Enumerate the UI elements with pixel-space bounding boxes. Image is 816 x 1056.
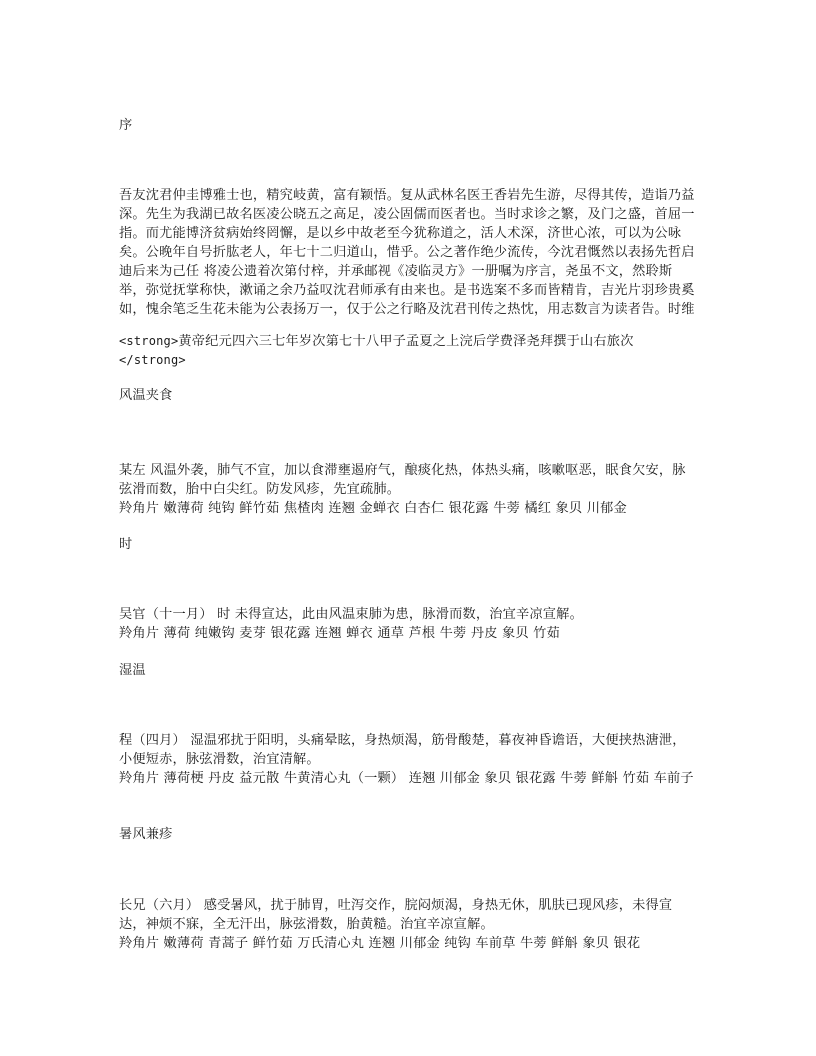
case-prescription: 羚角片 嫩薄荷 青蒿子 鲜竹茹 万氏清心丸 连翘 川郁金 纯钩 车前草 牛蒡 鲜斛 象贝 银花 — [119, 936, 641, 951]
case-record: 程（四月） 湿温邪扰于阳明，头痛晕眩，身热烦渴，筋骨酸楚，暮夜神昏谵语，大便挟热溏泄，小便短赤，脉弦滑数，治宜清解。 — [119, 733, 686, 767]
case-record: 长兄（六月） 感受暑风，扰于肺胃，吐泻交作，脘闷烦渴，身热无休，肌肤已现风疹，未得宣达，神烦不寐，全无汗出，脉弦滑数，胎黄糙。治宜辛凉宣解。 — [119, 898, 673, 932]
case-heading: 暑风兼疹 — [119, 827, 173, 842]
case-record: 某左 风温外袭，肺气不宣，加以食滞壅遏府气，酿痰化热，体热头痛，咳嗽呕恶，眠食欠安，脉弦滑而数，胎中白尖红。防发风疹，先宜疏肺。 — [119, 463, 686, 497]
preface-body: 吾友沈君仲圭博雅士也，精究岐黄，富有颖悟。复从武林名医王香岩先生游，尽得其传，造诣乃益深。先生为我湖已故名医凌公晓五之高足，凌公固儒而医者也。当时求诊之繁，及门之盛，首屈一指。而尤能博济贫病始终罔懈，是以乡中故老至今犹称道之，活人术深，济世心浓，可以为公咏矣。公晚年自号折肱老人，年七十二归道山，惜乎。公之著作绝少流传，今沈君慨然以表扬先哲启迪后来为己任 将凌公遗着次第付梓，并承邮视《凌临灵方》一册嘱为序言，尧虽不文，然聆斯举，弥觉抚掌称快，漱诵之余乃益叹沈君师承有由来也。是书选案不多而皆精肯，吉光片羽珍贵奚如，愧余笔乏生花未能为公表扬万一，仅于公之行略及沈君刊传之热忱，用志数言为读者告。时维 — [119, 188, 695, 317]
signature-close-tag: </strong> — [119, 353, 186, 367]
case-prescription: 羚角片 薄荷梗 丹皮 益元散 牛黄清心丸（一颗） 连翘 川郁金 象贝 银花露 牛蒡 鲜斛 竹茹 车前子 — [119, 771, 694, 786]
case-prescription: 羚角片 薄荷 纯嫩钩 麦芽 银花露 连翘 蝉衣 通草 芦根 牛蒡 丹皮 象贝 竹茹 — [119, 626, 560, 641]
case-prescription: 羚角片 嫩薄荷 纯钩 鲜竹茹 焦楂肉 连翘 金蝉衣 白杏仁 银花露 牛蒡 橘红 象贝 川郁金 — [119, 501, 627, 516]
signature-text: 黄帝纪元四六三七年岁次第七十八甲子孟夏之上浣后学费泽尧拜撰于山右旅次 — [178, 334, 634, 349]
case-heading: 湿温 — [119, 663, 146, 678]
case-heading: 风温夹食 — [119, 388, 173, 403]
case-record: 吴官（十一月） 时 未得宣达，此由风温束肺为患，脉滑而数，治宜辛凉宣解。 — [119, 607, 583, 622]
case-heading: 时 — [119, 537, 133, 552]
signature-open-tag: <strong> — [119, 334, 179, 348]
preface-title: 序 — [119, 118, 133, 133]
preface-signature — [119, 332, 699, 370]
